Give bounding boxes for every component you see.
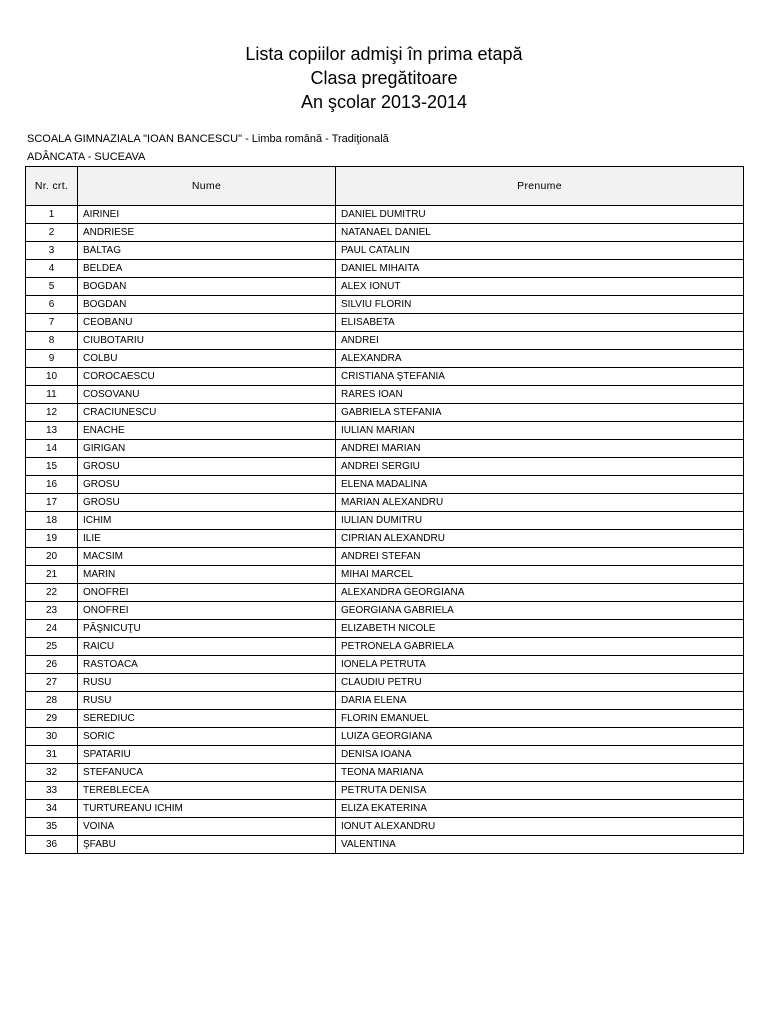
row-nume: COLBU — [78, 350, 336, 368]
table-row — [26, 584, 744, 602]
row-nume: GROSU — [78, 476, 336, 494]
table-header-row — [26, 167, 744, 206]
row-nume: BALTAG — [78, 242, 336, 260]
school-name: SCOALA GIMNAZIALA "IOAN BANCESCU" - Limba română - Tradiţională — [27, 133, 389, 145]
table-row — [26, 800, 744, 818]
table-row — [26, 350, 744, 368]
row-number: 5 — [26, 278, 78, 296]
header-prenume: Prenume — [336, 167, 744, 206]
row-nume: PĂŞNICUŢU — [78, 620, 336, 638]
row-prenume: MIHAI MARCEL — [336, 566, 744, 584]
row-prenume: VALENTINA — [336, 836, 744, 854]
table-row — [26, 602, 744, 620]
row-prenume: ELENA MADALINA — [336, 476, 744, 494]
table-row — [26, 746, 744, 764]
row-nume: BOGDAN — [78, 296, 336, 314]
table-row — [26, 512, 744, 530]
table-row — [26, 278, 744, 296]
table-row — [26, 242, 744, 260]
row-nume: ANDRIESE — [78, 224, 336, 242]
row-number: 34 — [26, 800, 78, 818]
row-nume: AIRINEI — [78, 206, 336, 224]
row-nume: ŞFABU — [78, 836, 336, 854]
table-row — [26, 422, 744, 440]
row-number: 10 — [26, 368, 78, 386]
row-prenume: IONELA PETRUTA — [336, 656, 744, 674]
row-number: 21 — [26, 566, 78, 584]
row-nume: MARIN — [78, 566, 336, 584]
title-line-3: An şcolar 2013-2014 — [300, 92, 468, 112]
row-prenume: GEORGIANA GABRIELA — [336, 602, 744, 620]
row-number: 22 — [26, 584, 78, 602]
row-prenume: LUIZA GEORGIANA — [336, 728, 744, 746]
table-row — [26, 296, 744, 314]
row-number: 11 — [26, 386, 78, 404]
table-row — [26, 404, 744, 422]
row-nume: RUSU — [78, 692, 336, 710]
row-prenume: ALEX IONUT — [336, 278, 744, 296]
row-number: 7 — [26, 314, 78, 332]
row-number: 4 — [26, 260, 78, 278]
row-nume: GIRIGAN — [78, 440, 336, 458]
row-number: 1 — [26, 206, 78, 224]
row-number: 31 — [26, 746, 78, 764]
row-nume: GROSU — [78, 494, 336, 512]
admitted-children-table — [25, 166, 744, 854]
row-number: 13 — [26, 422, 78, 440]
row-prenume: PAUL CATALIN — [336, 242, 744, 260]
table-row — [26, 548, 744, 566]
row-prenume: DARIA ELENA — [336, 692, 744, 710]
row-nume: STEFANUCA — [78, 764, 336, 782]
row-nume: COSOVANU — [78, 386, 336, 404]
title-line-2: Clasa pregătitoare — [310, 68, 458, 88]
row-prenume: GABRIELA STEFANIA — [336, 404, 744, 422]
row-prenume: ALEXANDRA GEORGIANA — [336, 584, 744, 602]
row-prenume: NATANAEL DANIEL — [336, 224, 744, 242]
row-number: 16 — [26, 476, 78, 494]
table-row — [26, 566, 744, 584]
row-nume: ILIE — [78, 530, 336, 548]
row-number: 28 — [26, 692, 78, 710]
document-title — [0, 42, 768, 114]
row-number: 15 — [26, 458, 78, 476]
table-row — [26, 782, 744, 800]
row-nume: TEREBLECEA — [78, 782, 336, 800]
table-row — [26, 368, 744, 386]
row-prenume: DANIEL DUMITRU — [336, 206, 744, 224]
row-number: 2 — [26, 224, 78, 242]
table-row — [26, 440, 744, 458]
row-number: 3 — [26, 242, 78, 260]
row-prenume: PETRONELA GABRIELA — [336, 638, 744, 656]
row-prenume: ELIZABETH NICOLE — [336, 620, 744, 638]
row-prenume: SILVIU FLORIN — [336, 296, 744, 314]
row-nume: ICHIM — [78, 512, 336, 530]
table-row — [26, 656, 744, 674]
row-prenume: ELIZA EKATERINA — [336, 800, 744, 818]
table-row — [26, 692, 744, 710]
table-row — [26, 674, 744, 692]
table-row — [26, 494, 744, 512]
header-nr: Nr. crt. — [26, 167, 78, 206]
row-number: 29 — [26, 710, 78, 728]
table-row — [26, 764, 744, 782]
row-prenume: CRISTIANA ŞTEFANIA — [336, 368, 744, 386]
row-number: 20 — [26, 548, 78, 566]
table-row — [26, 260, 744, 278]
row-nume: CIUBOTARIU — [78, 332, 336, 350]
row-prenume: ANDREI SERGIU — [336, 458, 744, 476]
table-row — [26, 314, 744, 332]
row-number: 26 — [26, 656, 78, 674]
table-row — [26, 620, 744, 638]
table-row — [26, 386, 744, 404]
row-number: 33 — [26, 782, 78, 800]
table-row — [26, 332, 744, 350]
header-nume: Nume — [78, 167, 336, 206]
row-nume: SORIC — [78, 728, 336, 746]
row-nume: SEREDIUC — [78, 710, 336, 728]
table-row — [26, 458, 744, 476]
row-nume: COROCAESCU — [78, 368, 336, 386]
row-number: 36 — [26, 836, 78, 854]
row-prenume: CIPRIAN ALEXANDRU — [336, 530, 744, 548]
row-prenume: MARIAN ALEXANDRU — [336, 494, 744, 512]
row-prenume: ANDREI MARIAN — [336, 440, 744, 458]
row-nume: RUSU — [78, 674, 336, 692]
table-row — [26, 206, 744, 224]
row-prenume: PETRUTA DENISA — [336, 782, 744, 800]
row-nume: SPATARIU — [78, 746, 336, 764]
row-number: 35 — [26, 818, 78, 836]
row-number: 30 — [26, 728, 78, 746]
row-number: 12 — [26, 404, 78, 422]
title-line-1: Lista copiilor admişi în prima etapă — [245, 44, 523, 64]
row-nume: ONOFREI — [78, 584, 336, 602]
row-prenume: CLAUDIU PETRU — [336, 674, 744, 692]
row-number: 6 — [26, 296, 78, 314]
row-prenume: ALEXANDRA — [336, 350, 744, 368]
row-number: 19 — [26, 530, 78, 548]
row-number: 24 — [26, 620, 78, 638]
row-number: 8 — [26, 332, 78, 350]
table-row — [26, 836, 744, 854]
row-nume: GROSU — [78, 458, 336, 476]
row-prenume: IONUT ALEXANDRU — [336, 818, 744, 836]
table-row — [26, 224, 744, 242]
table-row — [26, 530, 744, 548]
row-number: 32 — [26, 764, 78, 782]
row-nume: MACSIM — [78, 548, 336, 566]
row-nume: CEOBANU — [78, 314, 336, 332]
table-row — [26, 728, 744, 746]
table-row — [26, 476, 744, 494]
row-prenume: ANDREI STEFAN — [336, 548, 744, 566]
row-number: 18 — [26, 512, 78, 530]
row-prenume: DENISA IOANA — [336, 746, 744, 764]
row-number: 23 — [26, 602, 78, 620]
row-nume: ONOFREI — [78, 602, 336, 620]
row-nume: RASTOACA — [78, 656, 336, 674]
row-prenume: ELISABETA — [336, 314, 744, 332]
row-prenume: RARES IOAN — [336, 386, 744, 404]
table-row — [26, 710, 744, 728]
row-prenume: TEONA MARIANA — [336, 764, 744, 782]
row-prenume: IULIAN DUMITRU — [336, 512, 744, 530]
row-prenume: FLORIN EMANUEL — [336, 710, 744, 728]
locality: ADÂNCATA - SUCEAVA — [27, 151, 146, 163]
row-nume: CRACIUNESCU — [78, 404, 336, 422]
row-nume: BOGDAN — [78, 278, 336, 296]
row-prenume: IULIAN MARIAN — [336, 422, 744, 440]
row-nume: ENACHE — [78, 422, 336, 440]
row-number: 9 — [26, 350, 78, 368]
row-number: 27 — [26, 674, 78, 692]
table-row — [26, 638, 744, 656]
row-number: 17 — [26, 494, 78, 512]
row-prenume: DANIEL MIHAITA — [336, 260, 744, 278]
row-nume: VOINA — [78, 818, 336, 836]
row-prenume: ANDREI — [336, 332, 744, 350]
row-number: 14 — [26, 440, 78, 458]
row-nume: RAICU — [78, 638, 336, 656]
row-nume: BELDEA — [78, 260, 336, 278]
row-nume: TURTUREANU ICHIM — [78, 800, 336, 818]
row-number: 25 — [26, 638, 78, 656]
table-row — [26, 818, 744, 836]
